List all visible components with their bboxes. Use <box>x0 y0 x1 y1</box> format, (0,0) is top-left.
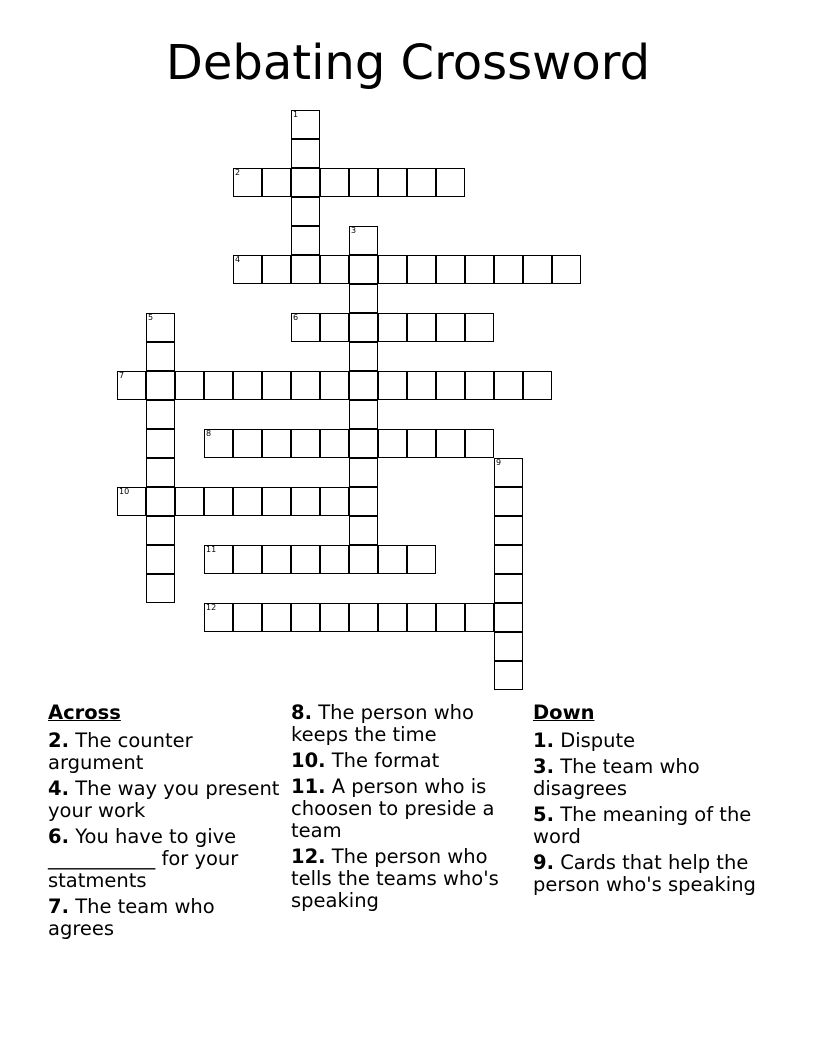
clue-across-7: 7. The team who agrees <box>48 895 215 940</box>
crossword-cell[interactable] <box>204 371 233 400</box>
crossword-cell[interactable] <box>407 603 436 632</box>
crossword-cell[interactable] <box>436 603 465 632</box>
clue-number: 7 <box>119 371 125 380</box>
crossword-cell[interactable] <box>494 487 523 516</box>
clue-across-10: 10. The format <box>291 749 440 772</box>
crossword-cell[interactable] <box>378 168 407 197</box>
crossword-cell[interactable] <box>291 487 320 516</box>
crossword-cell[interactable] <box>291 255 320 284</box>
across-clues-column-continued <box>291 702 523 916</box>
crossword-cell[interactable] <box>291 197 320 226</box>
crossword-cell[interactable] <box>262 429 291 458</box>
crossword-cell[interactable] <box>494 516 523 545</box>
crossword-cell[interactable] <box>291 168 320 197</box>
crossword-cell[interactable] <box>233 371 262 400</box>
crossword-cell[interactable] <box>204 603 233 632</box>
crossword-cell[interactable] <box>349 371 378 400</box>
clue-down-9: 9. Cards that help the person who's speaking <box>533 851 756 896</box>
crossword-cell[interactable] <box>407 255 436 284</box>
crossword-cell[interactable] <box>349 226 378 255</box>
clue-down-5: 5. The meaning of the word <box>533 803 752 848</box>
crossword-cell[interactable] <box>291 545 320 574</box>
crossword-cell[interactable] <box>175 371 204 400</box>
crossword-cell[interactable] <box>349 545 378 574</box>
across-heading: Across <box>48 701 121 724</box>
crossword-cell[interactable] <box>349 516 378 545</box>
crossword-cell[interactable] <box>233 429 262 458</box>
crossword-cell[interactable] <box>146 487 175 516</box>
crossword-cell[interactable] <box>465 603 494 632</box>
crossword-cell[interactable] <box>320 545 349 574</box>
crossword-cell[interactable] <box>436 255 465 284</box>
crossword-cell[interactable] <box>146 313 175 342</box>
clue-number: 12 <box>206 603 217 612</box>
crossword-cell[interactable] <box>349 255 378 284</box>
crossword-cell[interactable] <box>233 603 262 632</box>
clue-number: 1 <box>293 110 299 119</box>
crossword-cell[interactable] <box>320 168 349 197</box>
crossword-cell[interactable] <box>146 429 175 458</box>
crossword-cell[interactable] <box>117 487 146 516</box>
crossword-cell[interactable] <box>494 255 523 284</box>
clue-across-4: 4. The way you present your work <box>48 777 280 822</box>
down-heading: Down <box>533 701 595 724</box>
crossword-cell[interactable] <box>494 632 523 661</box>
crossword-cell[interactable] <box>378 545 407 574</box>
clue-number: 4 <box>235 255 241 264</box>
crossword-cell[interactable] <box>494 574 523 603</box>
crossword-cell[interactable] <box>494 545 523 574</box>
crossword-cell[interactable] <box>146 371 175 400</box>
crossword-cell[interactable] <box>146 458 175 487</box>
clue-down-3: 3. The team who disagrees <box>533 755 700 800</box>
crossword-cell[interactable] <box>349 168 378 197</box>
crossword-cell[interactable] <box>262 371 291 400</box>
crossword-cell[interactable] <box>262 168 291 197</box>
clue-number: 3 <box>351 226 357 235</box>
crossword-cell[interactable] <box>436 313 465 342</box>
crossword-cell[interactable] <box>436 371 465 400</box>
crossword-cell[interactable] <box>378 313 407 342</box>
crossword-cell[interactable] <box>436 168 465 197</box>
crossword-cell[interactable] <box>407 371 436 400</box>
crossword-cell[interactable] <box>552 255 581 284</box>
crossword-cell[interactable] <box>291 226 320 255</box>
crossword-cell[interactable] <box>407 429 436 458</box>
crossword-cell[interactable] <box>117 371 146 400</box>
crossword-cell[interactable] <box>523 371 552 400</box>
clue-number: 10 <box>119 487 130 496</box>
crossword-cell[interactable] <box>494 458 523 487</box>
crossword-cell[interactable] <box>175 487 204 516</box>
crossword-cell[interactable] <box>146 400 175 429</box>
clue-number: 11 <box>206 545 217 554</box>
crossword-cell[interactable] <box>378 371 407 400</box>
crossword-cell[interactable] <box>233 168 262 197</box>
crossword-cell[interactable] <box>465 429 494 458</box>
crossword-cell[interactable] <box>320 487 349 516</box>
crossword-cell[interactable] <box>465 255 494 284</box>
crossword-cell[interactable] <box>262 545 291 574</box>
crossword-cell[interactable] <box>320 255 349 284</box>
crossword-cell[interactable] <box>407 168 436 197</box>
clue-across-8: 8. The person who keeps the time <box>291 701 474 746</box>
crossword-cell[interactable] <box>465 371 494 400</box>
crossword-cell[interactable] <box>349 458 378 487</box>
down-clues-column <box>533 702 765 900</box>
crossword-cell[interactable] <box>146 574 175 603</box>
crossword-cell[interactable] <box>407 313 436 342</box>
crossword-cell[interactable] <box>320 371 349 400</box>
crossword-cell[interactable] <box>320 429 349 458</box>
crossword-cell[interactable] <box>349 284 378 313</box>
clue-number: 9 <box>496 458 502 467</box>
crossword-cell[interactable] <box>291 603 320 632</box>
page-title: Debating Crossword <box>165 35 651 91</box>
clue-number: 6 <box>293 313 299 322</box>
crossword-cell[interactable] <box>204 429 233 458</box>
crossword-cell[interactable] <box>291 429 320 458</box>
crossword-cell[interactable] <box>349 400 378 429</box>
crossword-cell[interactable] <box>291 313 320 342</box>
crossword-cell[interactable] <box>494 661 523 690</box>
crossword-cell[interactable] <box>320 313 349 342</box>
crossword-cell[interactable] <box>465 313 494 342</box>
crossword-cell[interactable] <box>233 255 262 284</box>
crossword-cell[interactable] <box>349 603 378 632</box>
crossword-cell[interactable] <box>262 487 291 516</box>
clue-across-6: 6. You have to give ___________ for your statments <box>48 825 239 892</box>
crossword-cell[interactable] <box>146 342 175 371</box>
clue-across-12: 12. The person who tells the teams who's speaking <box>291 845 499 912</box>
crossword-cell[interactable] <box>494 603 523 632</box>
crossword-cell[interactable] <box>523 255 552 284</box>
clue-number: 2 <box>235 168 241 177</box>
crossword-cell[interactable] <box>436 429 465 458</box>
across-clues-column <box>48 702 280 944</box>
crossword-cell[interactable] <box>407 545 436 574</box>
crossword-cell[interactable] <box>378 603 407 632</box>
clue-number: 5 <box>148 313 154 322</box>
clue-across-11: 11. A person who is choosen to preside a team <box>291 775 495 842</box>
crossword-cell[interactable] <box>262 603 291 632</box>
crossword-cell[interactable] <box>262 255 291 284</box>
clue-number: 8 <box>206 429 212 438</box>
crossword-cell[interactable] <box>378 429 407 458</box>
crossword-cell[interactable] <box>494 371 523 400</box>
crossword-cell[interactable] <box>320 603 349 632</box>
crossword-cell[interactable] <box>349 487 378 516</box>
crossword-cell[interactable] <box>349 342 378 371</box>
crossword-cell[interactable] <box>233 545 262 574</box>
crossword-cell[interactable] <box>146 516 175 545</box>
crossword-cell[interactable] <box>378 255 407 284</box>
clue-across-2: 2. The counter argument <box>48 729 193 774</box>
clue-down-1: 1. Dispute <box>533 729 636 752</box>
crossword-cell[interactable] <box>291 139 320 168</box>
crossword-cell[interactable] <box>204 487 233 516</box>
crossword-cell[interactable] <box>146 545 175 574</box>
crossword-cell[interactable] <box>291 110 320 139</box>
crossword-cell[interactable] <box>204 545 233 574</box>
crossword-cell[interactable] <box>349 313 378 342</box>
crossword-cell[interactable] <box>291 371 320 400</box>
crossword-cell[interactable] <box>233 487 262 516</box>
crossword-cell[interactable] <box>349 429 378 458</box>
